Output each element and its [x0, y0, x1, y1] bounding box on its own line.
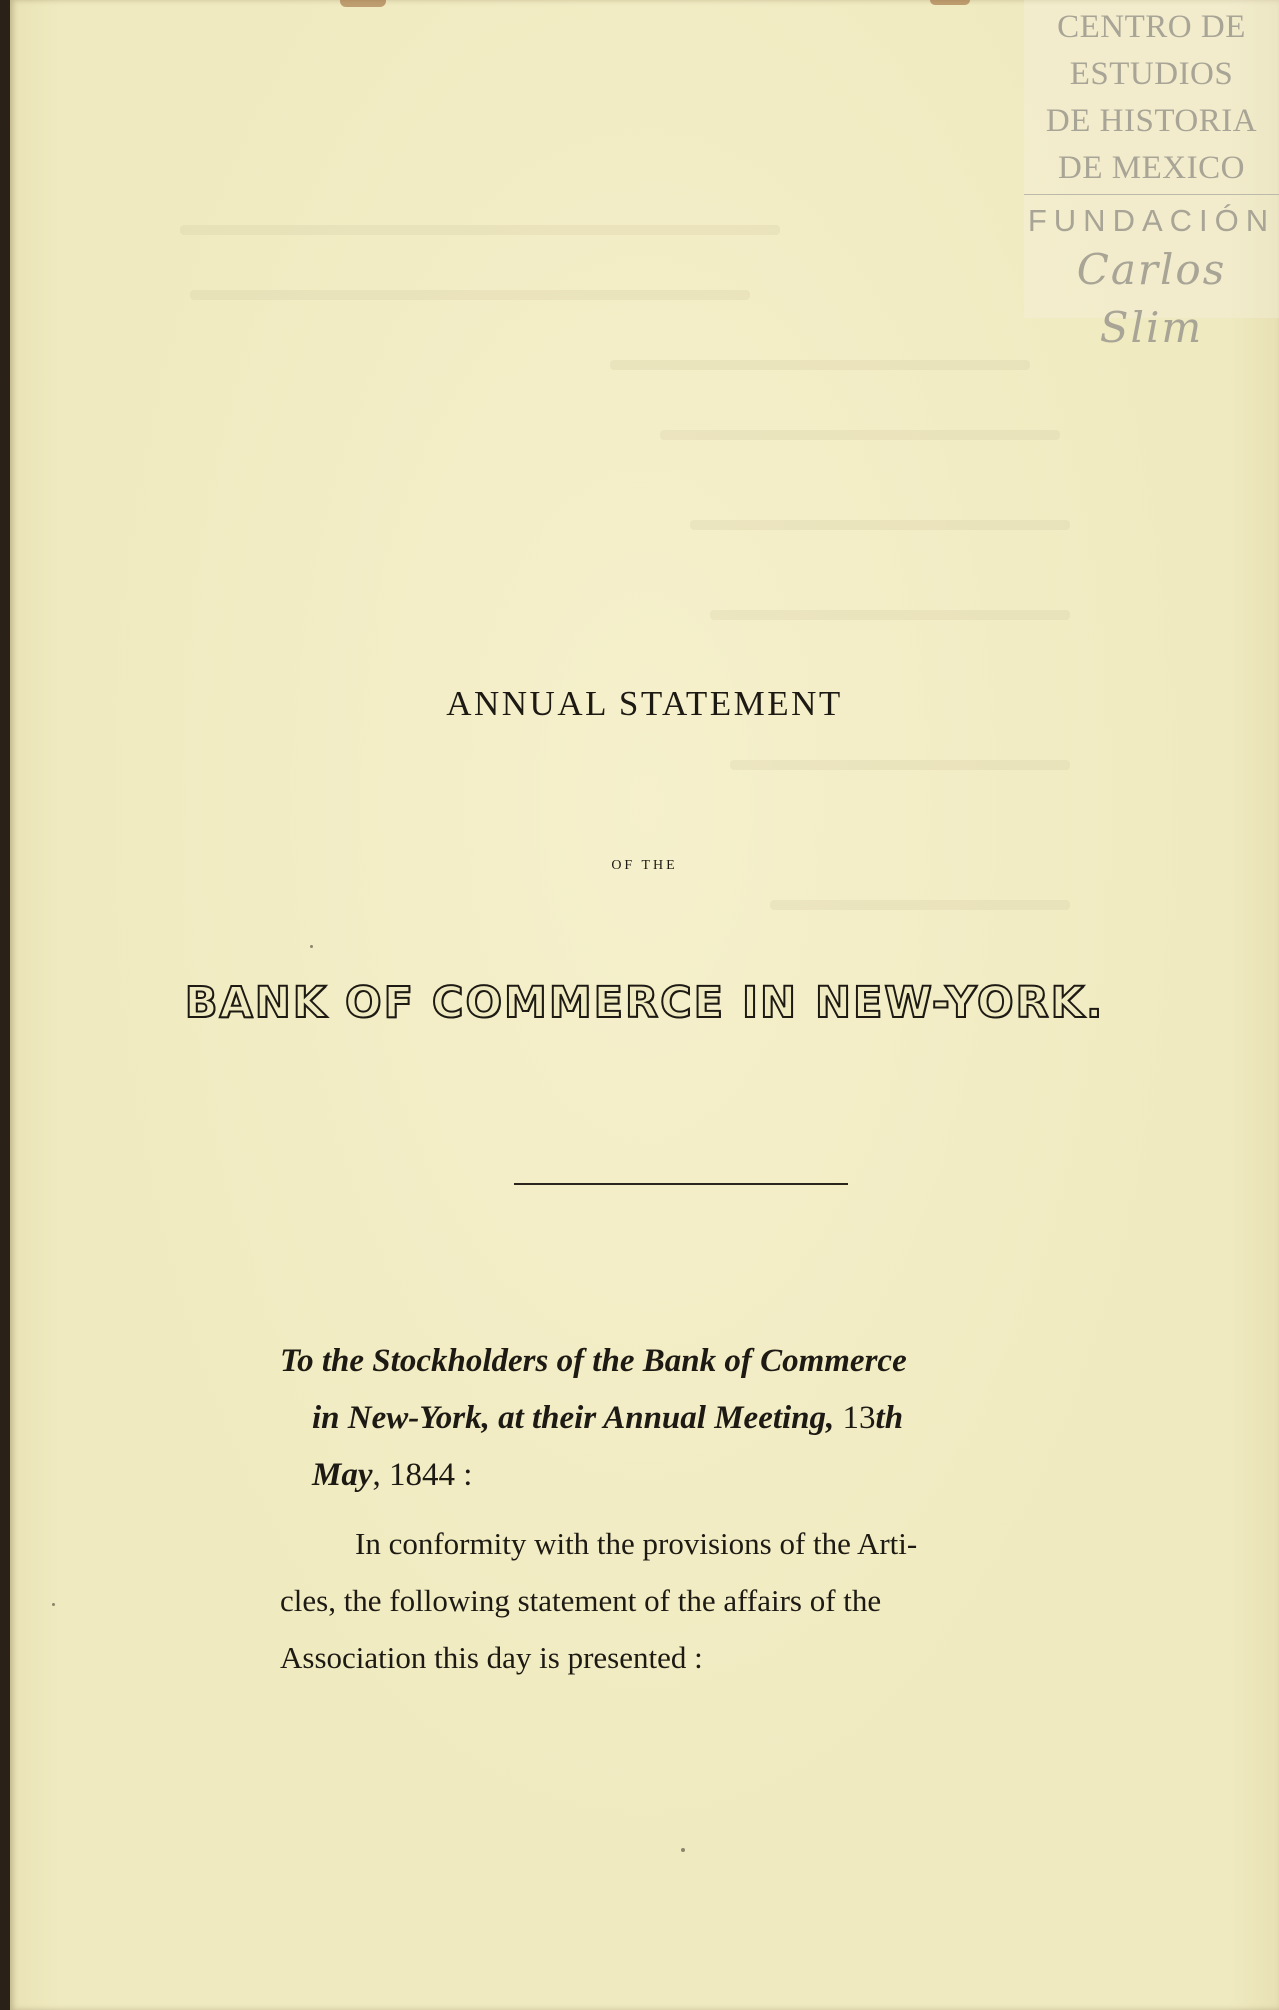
section-divider — [514, 1183, 848, 1185]
address-month: May — [312, 1457, 373, 1493]
address-salutation — [280, 1333, 1100, 1504]
watermark-line: ESTUDIOS — [1069, 56, 1234, 92]
watermark-line: DE MEXICO — [1058, 150, 1245, 186]
address-year: , 1844 : — [372, 1457, 473, 1493]
address-day: 13 — [834, 1400, 876, 1436]
bleed-through-text — [770, 900, 1070, 910]
watermark-signature: Carlos Slim — [1076, 245, 1227, 352]
archive-watermark — [1024, 0, 1279, 352]
bleed-through-text — [190, 290, 750, 300]
paper-speck — [681, 1848, 685, 1852]
top-edge-stain — [930, 0, 970, 5]
top-edge-stain — [340, 0, 386, 7]
body-line: cles, the following statement of the affairs of the — [280, 1583, 882, 1618]
bleed-through-text — [660, 430, 1060, 440]
body-paragraph — [280, 1515, 1100, 1686]
address-line: in New-York, at their Annual Meeting, — [312, 1400, 835, 1436]
bank-name-heading: BANK OF COMMERCE IN NEW-YORK. — [184, 978, 1105, 1028]
watermark-divider — [1024, 194, 1279, 195]
watermark-line: DE HISTORIA — [1045, 103, 1258, 139]
watermark-line: CENTRO DE — [1057, 9, 1246, 45]
body-line: Association this day is presented : — [280, 1640, 703, 1675]
watermark-fundacion: FUNDACIÓN — [1027, 203, 1276, 238]
paper-speck — [310, 945, 313, 948]
paper-speck — [52, 1603, 55, 1606]
address-line: To the Stockholders of the Bank of Commerce — [280, 1343, 907, 1379]
bleed-through-text — [610, 360, 1030, 370]
bleed-through-text — [730, 760, 1070, 770]
body-line: In conformity with the provisions of the Arti- — [355, 1526, 918, 1561]
bleed-through-text — [180, 225, 780, 235]
bleed-through-text — [710, 610, 1070, 620]
document-title: ANNUAL STATEMENT — [446, 684, 843, 723]
address-day-suffix: th — [875, 1400, 904, 1436]
title-connector: OF THE — [611, 858, 678, 873]
document-page — [10, 0, 1279, 2010]
bleed-through-text — [690, 520, 1070, 530]
